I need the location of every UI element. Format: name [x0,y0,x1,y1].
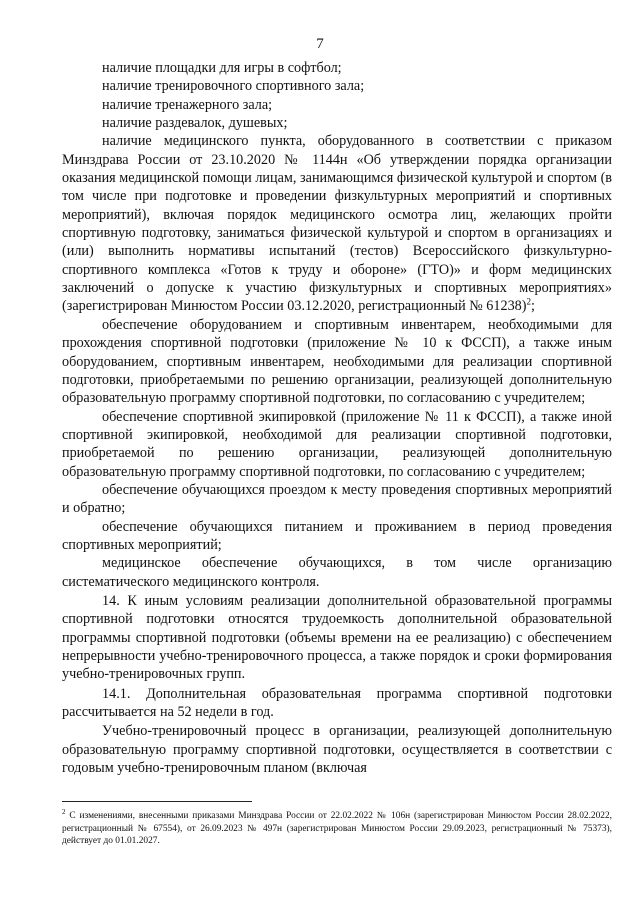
paragraph: обеспечение спортивной экипировкой (приложение № 11 к ФССП), а также иной спортивной экипировкой, необходимой для реализации спортивной подготовки, приобретаемой по решению организации, реализующей дополнительную образовательную программу спортивной подготовки, по согласованию с учредителем; [62,408,612,480]
paragraph-text: наличие медицинского пункта, оборудованного в соответствии с приказом Минздрава России от 23.10.2020 № 1144н «Об утверждении порядка организации оказания медицинской помощи лицам, занимающимся физической культурой и спортом (в том числе при подготовке и проведении физкультурных мероприятий и спортивных мероприятий), включая порядок медицинского осмотра лиц, желающих пройти спортивную подготовку, заниматься физической культурой и спортом в организациях и (или) выполнить нормативы испытаний (тестов) Всероссийского физкультурно-спортивного комплекса «Готов к труду и обороне» (ГТО)» и форм медицинских заключений о допуске к участию физкультурных и спортивных мероприятиях» (зарегистрирован Минюстом России 03.12.2020, регистрационный № 61238) [62,133,612,315]
paragraph: обеспечение обучающихся проездом к месту проведения спортивных мероприятий и обратно; [62,481,612,517]
paragraph: наличие тренажерного зала; [102,96,273,113]
paragraph-section-14-1: 14.1. Дополнительная образовательная программа спортивной подготовки рассчитывается на 52 недели в год. [62,685,612,721]
paragraph: наличие раздевалок, душевых; [102,115,288,132]
paragraph-medical-point [62,132,612,315]
document-body [62,59,612,777]
paragraph: обеспечение оборудованием и спортивным инвентарем, необходимыми для прохождения спортивной подготовки (приложение № 10 к ФССП), а также иным оборудованием, спортивным инвентарем, необходимыми для реализации спортивной подготовки, приобретаемыми по решению организации, реализующей дополнительную образовательную программу спортивной подготовки, по согласованию с учредителем; [62,316,612,407]
footnote [62,807,613,848]
paragraph: наличие тренировочного спортивного зала; [102,78,365,95]
footnote-text: С изменениями, внесенными приказами Минздрава России от 22.02.2022 № 106н (зарегистрирован Минюстом России 28.02.2022, регистрационный № 67554), от 26.09.2023 № 497н (зарегистрирован Минюстом России 29.09.2023, регистрационный № 75373), действует до 01.01.2027. [62,811,613,847]
footnote-marker: 2 [62,807,66,816]
footnote-divider [62,801,252,802]
footnote-ref-suffix: ; [531,298,535,315]
paragraph: Учебно-тренировочный процесс в организации, реализующей дополнительную образовательную программу спортивной подготовки, осуществляется в соответствии с годовым учебно-тренировочным планом (включая [62,723,612,777]
paragraph: наличие площадки для игры в софтбол; [102,60,342,76]
paragraph: медицинское обеспечение обучающихся, в том числе организацию систематического медицинского контроля. [62,555,612,590]
page-number: 7 [316,36,324,52]
paragraph-section-14: 14. К иным условиям реализации дополнительной образовательной программы спортивной подготовки относятся трудоемкость дополнительной образовательной программы спортивной подготовки (объемы времени на ее реализацию) с обеспечением непрерывности учебно-тренировочного процесса, а также порядок и сроки формирования учебно-тренировочных групп. [62,592,612,683]
paragraph: обеспечение обучающихся питанием и проживанием в период проведения спортивных мероприятий; [62,518,612,553]
footnote-reference: 2 [526,296,532,307]
